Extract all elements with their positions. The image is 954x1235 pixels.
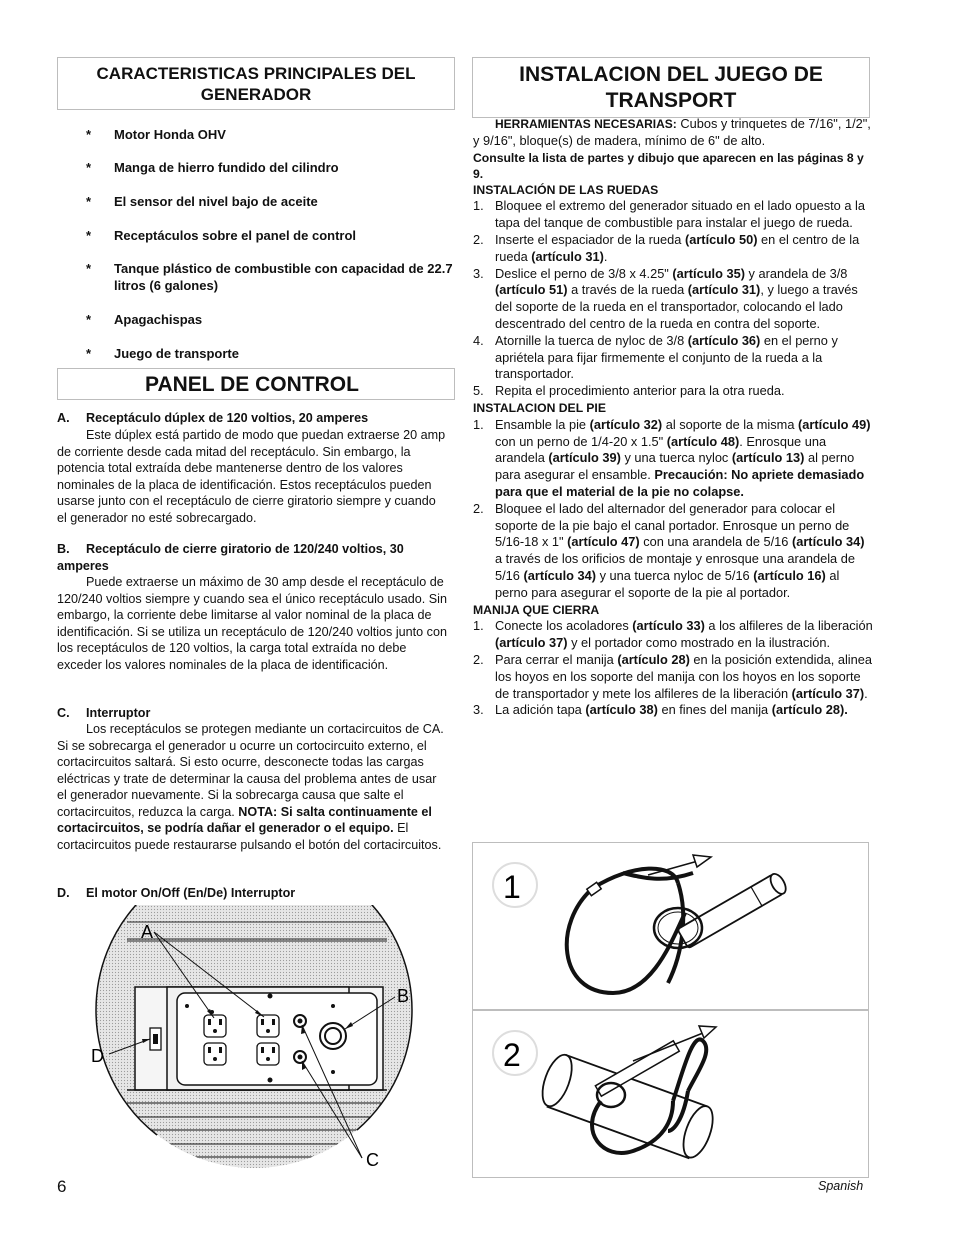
- control-panel-illustration: [57, 905, 457, 1175]
- label-d: D: [91, 1046, 104, 1066]
- label-b: B: [397, 986, 410, 1006]
- list-item: 1. Ensamble la pie (artículo 32) al soporte de la misma (artículo 49) con un perno de 1/4-20 x 1.5" (artículo 48). Enrosque una arandela (artículo 39) y una tuerca nyloc (artículo 13) al perno para asegurar el ensamble. Precaución: No apriete demasiado para que el material de la pie no colapse.: [473, 416, 871, 499]
- panel-title-box: [57, 368, 455, 400]
- figure-2-label: 2: [503, 1037, 521, 1073]
- install-title-box: [472, 57, 870, 118]
- install-body: [473, 116, 873, 719]
- install-title: INSTALACION DEL JUEGO DE TRANSPORT: [519, 62, 823, 112]
- section-c-text: Los receptáculos se protegen mediante un cortacircuitos de CA. Si se sobrecarga el generador u ocurre un cortocircuito externo, el cortacircuitos saltará. Si esto ocurre, desconecte todas las cargas eléctricas y trate de determinar la causa del problema antes de usar el generador nuevamente. Si la sobrecarga causa que salte el cortacircuitos, reduzca la carga. NOTA: Si salta continuamente el cortacircuitos, se podría dañar el generador o el equipo. El cortacircuitos puede restaurarse pulsando el botón del cortacircuitos.: [57, 722, 444, 852]
- language-label: Spanish: [818, 1179, 864, 1193]
- section-c-heading: C. Interruptor: [57, 706, 151, 720]
- section-d-heading: D. El motor On/Off (En/De) Interruptor: [57, 886, 296, 900]
- page-number: 6: [57, 1177, 67, 1196]
- features-title: CARACTERISTICAS PRINCIPALES DEL GENERADOR: [96, 63, 416, 104]
- foot-heading: INSTALACION DEL PIE: [473, 400, 606, 415]
- figure-1: [472, 842, 869, 1010]
- tools-paragraph: HERRAMIENTAS NECESARIAS: Cubos y trinquetes de 7/16", 1/2", y 9/16", bloque(s) de madera, mínimo de 6" de alto.: [473, 116, 871, 148]
- list-item: 1. Bloquee el extremo del generador situado en el lado opuesto a la tapa del tanque de combustible para instalar el juego de rueda.: [473, 198, 865, 231]
- section-b-text: Puede extraerse un máximo de 30 amp desde el receptáculo de 120/240 voltios siempre y cuando sea el único receptáculo usado. Sin embargo, la corriente debe limitarse al valor nominal de la placa de identificación. Si se utiliza un receptáculo de 120/240 voltios junto con los receptáculos de 120 voltios, la carga total extraída no debe exceder los valores nominales de la placa de identificación.: [57, 575, 447, 672]
- figure-1-label: 1: [503, 869, 521, 905]
- list-item: 3. Deslice el perno de 3/8 x 4.25" (artículo 35) y arandela de 3/8 (artículo 51) a través de la rueda (artículo 31), y luego a través del soporte de la rueda en el transportador, colocando el lado descentrado del centro de la rueda en contra del soporte.: [473, 265, 858, 331]
- figure-2: [472, 1010, 869, 1178]
- wheels-heading: INSTALACIÓN DE LAS RUEDAS: [473, 182, 659, 197]
- list-item: 5. Repita el procedimiento anterior para la otra rueda.: [473, 383, 785, 399]
- pin-tube-illustration: [473, 1011, 870, 1179]
- lanyard-pin-illustration: [473, 843, 870, 1011]
- panel-title: PANEL DE CONTROL: [145, 373, 359, 396]
- list-item: 1. Conecte los acoladores (artículo 33) a los alfileres de la liberación (artículo 37) y el portador como mostrado en la ilustración.: [473, 618, 873, 651]
- section-a-heading: A. Receptáculo dúplex de 120 voltios, 20 amperes: [57, 411, 369, 425]
- handle-heading: MANIJA QUE CIERRA: [473, 602, 600, 617]
- list-item: 3. La adición tapa (artículo 38) en fines del manija (artículo 28).: [473, 702, 848, 718]
- list-item: 4. Atornille la tuerca de nyloc de 3/8 (artículo 36) en el perno y apriétela para fijar firmemente el conjunto de la rueda a la transportador.: [473, 332, 838, 382]
- consult-note: Consulte la lista de partes y dibujo que aparecen en las páginas 8 y 9.: [473, 150, 864, 181]
- section-b-heading: B. Receptáculo de cierre giratorio de 120/240 voltios, 30 amperes: [57, 542, 404, 573]
- section-a-text: Este dúplex está partido de modo que puedan extraerse 20 amp de corriente desde cada mitad del receptáculo. Sin embargo, la potencia total extraída debe mantenerse dentro de los valores nominales de la placa de identificación. Estos receptáculos pueden usarse junto con el receptáculo de cierre giratorio siempre y cuando el generador no esté sobrecargado.: [57, 428, 446, 525]
- label-a: A: [141, 922, 154, 942]
- list-item: 2. Inserte el espaciador de la rueda (artículo 50) en el centro de la rueda (artículo 31).: [473, 231, 860, 264]
- list-item: 2. Para cerrar el manija (artículo 28) en la posición extendida, alinea los hoyos en los soporte del manija con los hoyos en los soporte de transportador y mete los alfileres de la liberación (artículo 37).: [473, 651, 873, 701]
- control-panel-figure: [57, 905, 457, 1175]
- label-c: C: [366, 1150, 379, 1170]
- list-item: 2. Bloquee el lado del alternador del generador para colocar el soporte de la pie bajo el canal portador. Enrosque un perno de 5/16-18 x 1" (artículo 47) con una arandela de 5/16 (artículo 34) a través de los orificios de montaje y enrosque una arandela de 5/16 (artículo 34) y una tuerca nyloc de 5/16 (artículo 16) al perno para asegurar el soporte de la pie al portador.: [473, 500, 865, 600]
- features-title-box: [57, 57, 455, 110]
